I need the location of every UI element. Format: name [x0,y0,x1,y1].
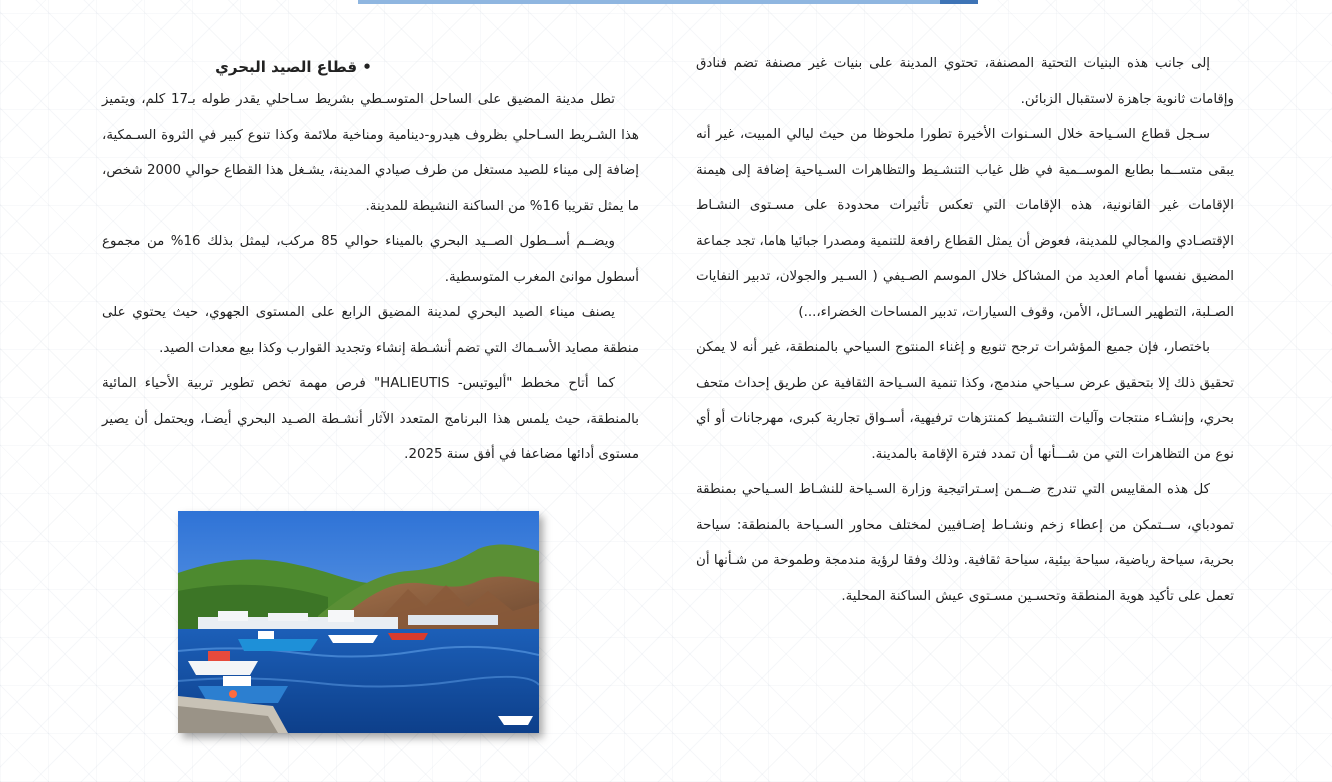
right-text-column [696,46,1234,614]
top-decor-bar-accent [940,0,978,4]
paragraph: كما أتاح مخطط "أليوتيس- HALIEUTIS" فرص مهمة تخص تطوير تربية الأحياء المائية بالمنطقة، حيث يلمس هذا البرنامج المتعدد الآثار أنشـطة الصـيد البحري أيضـا، ويحتمل أن يصير مستوى أدائها مضاعفا في أفق سنة 2025. [102,376,639,462]
paragraph: سـجل قطاع السـياحة خلال السـنوات الأخيرة تطورا ملحوظا من حيث ليالي المبيت، غير أنه يبقى متســما بطابع الموســمية في ظل غياب التنشـيط والتظاهرات السـياحية إضافة إلى هيمنة الإقامات غير القانونية، هذه الإقامات التي تعكس تأثيرات محدودة على مسـتوى النشـاط الإقتصـادي والمجالي للمدينة، فعوض أن يمثل القطاع رافعة للتنمية ومصدرا جبائيا هاما، تجد جماعة المضيق نفسها أمام العديد من المشاكل خلال الموسم الصـيفي ( السـير والجولان، تدبير النفايات الصـلبة، التطهير السـائل، الأمن، وقوف السيارات، تدبير المساحات الخضراء،...) [696,127,1234,320]
paragraph: باختصار، فإن جميع المؤشرات ترجح تنويع و إغناء المنتوج السياحي بالمنطقة، غير أنه لا يمكن تحقيق ذلك إلا بتحقيق عرض سـياحي مندمج، وكذا تنمية السـياحة الثقافية عن طريق إحداث متحف بحري، وإنشـاء منتجات وآليات التنشـيط كمنتزهات ترفيهية، أسـواق تجارية كبرى، مهرجانات أو أي نوع من التظاهرات التي من شـــأنها أن تمدد فترة الإقامة بالمدينة. [696,340,1234,462]
left-text-column [102,52,639,473]
paragraph: يصنف ميناء الصيد البحري لمدينة المضيق الرابع على المستوى الجهوي، حيث يحتوي على منطقة مصايد الأسـماك التي تضم أنشـطة إنشاء وتجديد القوارب وكذا بيع معدات الصيد. [102,305,639,356]
paragraph: إلى جانب هذه البنيات التحتية المصنفة، تحتوي المدينة على بنيات غير مصنفة تضم فنادق وإقامات ثانوية جاهزة لاستقبال الزبائن. [696,56,1234,107]
paragraph: تطل مدينة المضيق على الساحل المتوسـطي بشريط سـاحلي يقدر طوله بـ17 كلم، ويتميز هذا الشـريط السـاحلي بظروف هيدرو-دينامية ومناخية ملائمة وكذا تنوع كبير في الثروة السـمكية، إضافة إلى ميناء للصيد مستغل من طرف صيادي المدينة، يشـغل هذا القطاع حوالي 2000 شخص، ما يمثل تقريبا 16% من الساكنة النشيطة للمدينة. [102,92,639,214]
paragraph: ويضــم أســطول الصــيد البحري بالميناء حوالي 85 مركب، ليمثل بذلك 16% من مجموع أسطول موانئ المغرب المتوسطية. [102,234,639,285]
paragraph: كل هذه المقاييس التي تندرج ضــمن إسـتراتيجية وزارة السـياحة للنشـاط السـياحي بمنطقة تمودباي، ســتمكن من إعطاء زخم ونشـاط إضـافيين لمختلف محاور السـياحة بالمنطقة: سياحة بحرية، سياحة رياضية، سياحة بيئية، سياحة ثقافية. وذلك وفقا لرؤية مندمجة وطموحة من شـأنها أن تعمل على تأكيد هوية المنطقة وتحسـين مسـتوى عيش الساكنة المحلية. [696,482,1234,604]
top-decor-bar [358,0,978,4]
harbor-photo [178,511,539,733]
section-heading: • قطاع الصيد البحري [215,58,372,76]
